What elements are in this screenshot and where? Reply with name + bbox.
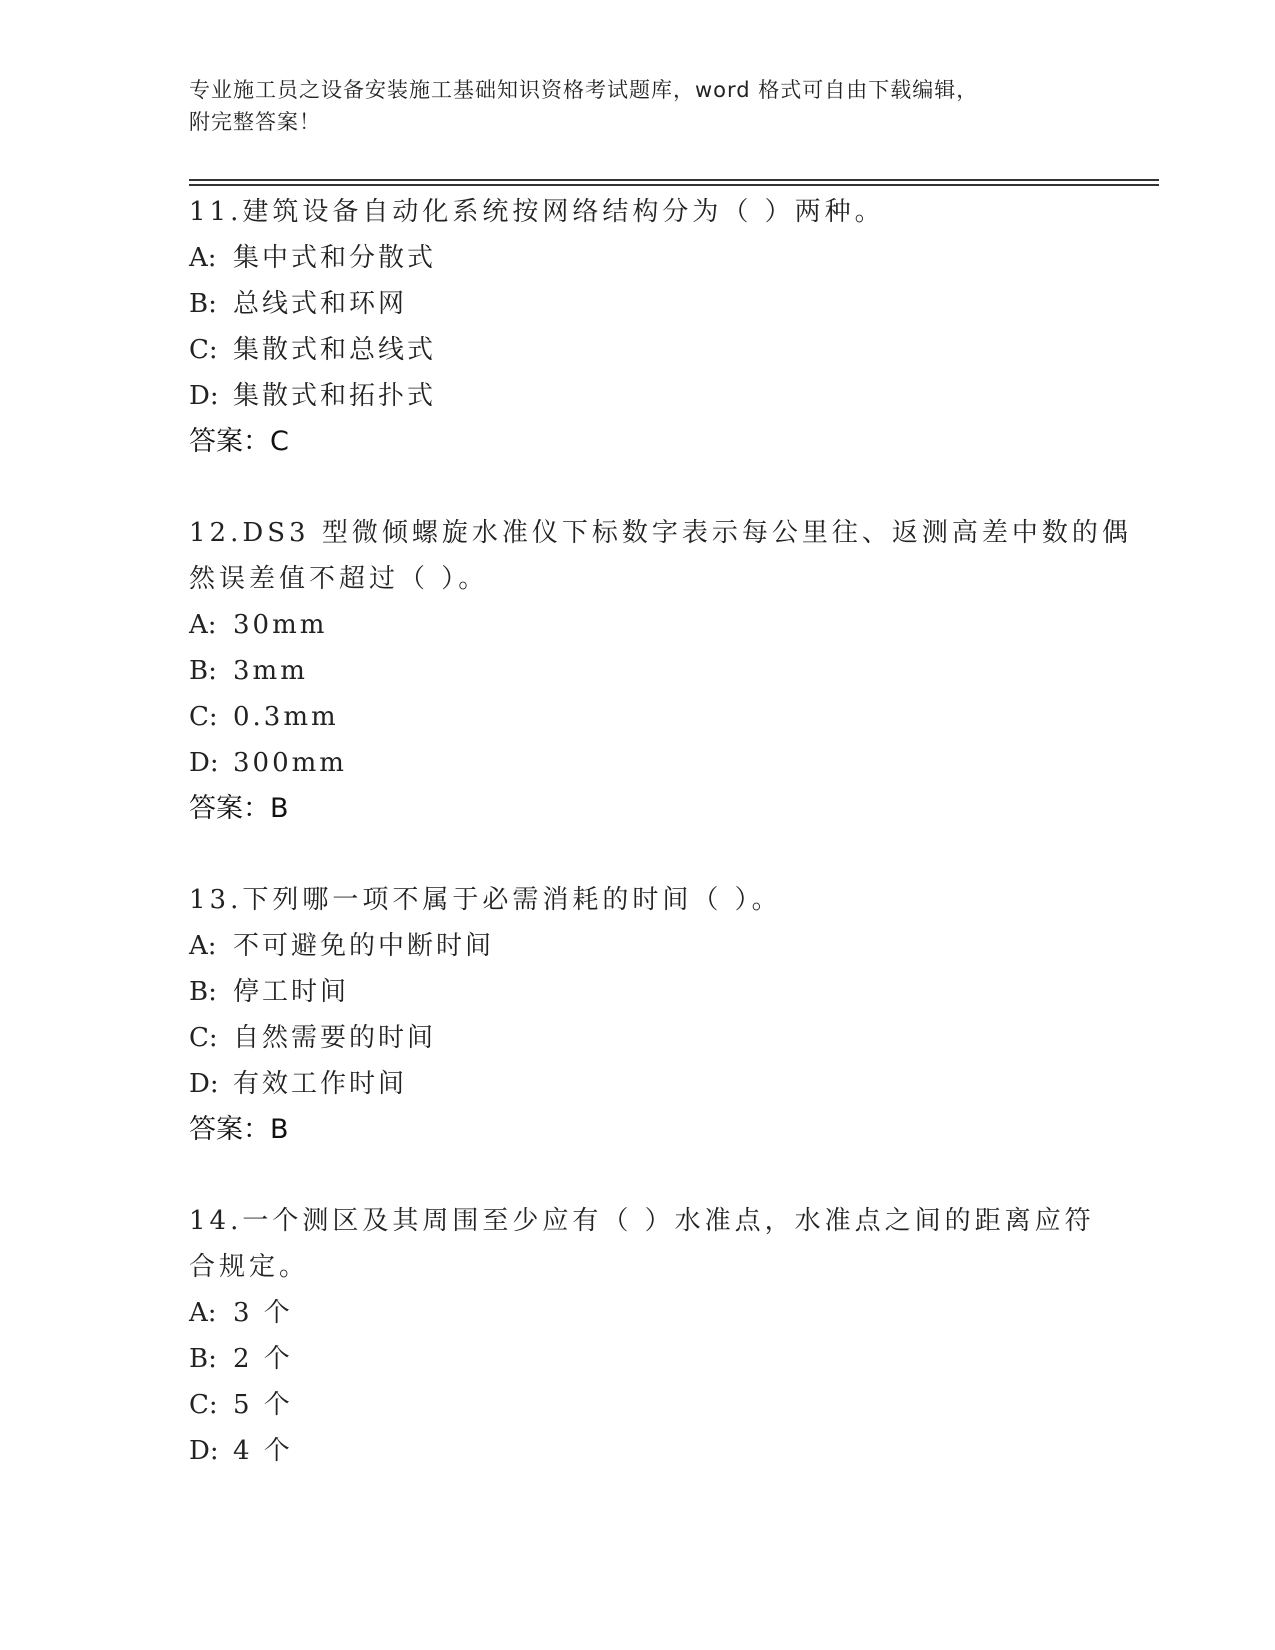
- option-letter: D:: [189, 1436, 219, 1466]
- header-divider-bottom: [189, 184, 1159, 186]
- option-text: 集中式和分散式: [233, 243, 437, 273]
- answer-label: 答案：B: [189, 793, 289, 824]
- option-a: [189, 1290, 1089, 1336]
- option-text: 30mm: [233, 610, 328, 640]
- option-text: 3 个: [233, 1298, 293, 1328]
- option-text: 集散式和总线式: [233, 335, 437, 365]
- option-c: [189, 327, 1089, 373]
- header-line-1: 专业施工员之设备安装施工基础知识资格考试题库，word 格式可自由下载编辑，: [189, 78, 979, 102]
- answer-label: 答案：B: [189, 1114, 289, 1145]
- question-stem: 14.一个测区及其周围至少应有（ ）水准点，水准点之间的距离应符: [189, 1206, 1095, 1236]
- option-a: [189, 923, 1089, 969]
- option-letter: B:: [189, 656, 217, 686]
- option-text: 5 个: [233, 1390, 293, 1420]
- option-d: [189, 373, 1089, 419]
- option-d: [189, 740, 1089, 786]
- option-letter: B:: [189, 1344, 217, 1374]
- option-c: [189, 694, 1089, 740]
- option-text: 有效工作时间: [233, 1069, 408, 1099]
- option-letter: C:: [189, 1390, 218, 1420]
- question-stem: 13.下列哪一项不属于必需消耗的时间（ ）。: [189, 885, 782, 915]
- option-letter: C:: [189, 702, 218, 732]
- question-11: [189, 189, 1089, 465]
- question-stem-continued: 合规定。: [189, 1252, 310, 1282]
- option-text: 2 个: [233, 1344, 293, 1374]
- option-a: [189, 602, 1089, 648]
- option-letter: C:: [189, 335, 218, 365]
- option-letter: B:: [189, 289, 217, 319]
- option-letter: D:: [189, 1069, 219, 1099]
- option-d: [189, 1061, 1089, 1107]
- option-d: [189, 1428, 1089, 1474]
- option-letter: B:: [189, 977, 217, 1007]
- option-letter: A:: [189, 1298, 217, 1328]
- option-c: [189, 1382, 1089, 1428]
- question-stem: 12.DS3 型微倾螺旋水准仪下标数字表示每公里往、返测高差中数的偶: [189, 518, 1132, 548]
- option-letter: A:: [189, 243, 217, 273]
- header-divider-top: [189, 179, 1159, 181]
- option-text: 停工时间: [233, 977, 350, 1007]
- question-stem-continued: 然误差值不超过（ ）。: [189, 564, 489, 594]
- option-text: 300mm: [233, 748, 347, 778]
- document-header: [189, 74, 1069, 138]
- question-stem: 11.建筑设备自动化系统按网络结构分为（ ）两种。: [189, 197, 885, 227]
- question-14: [189, 1198, 1095, 1474]
- option-b: [189, 281, 1089, 327]
- header-line-2: 附完整答案！: [189, 110, 321, 134]
- option-letter: A:: [189, 931, 217, 961]
- option-letter: C:: [189, 1023, 218, 1053]
- question-13: [189, 877, 1089, 1153]
- option-text: 自然需要的时间: [233, 1023, 437, 1053]
- option-text: 3mm: [233, 656, 308, 686]
- option-b: [189, 969, 1089, 1015]
- question-12: [189, 510, 1132, 832]
- option-letter: D:: [189, 381, 219, 411]
- option-b: [189, 1336, 1089, 1382]
- option-text: 集散式和拓扑式: [233, 381, 437, 411]
- option-text: 不可避免的中断时间: [233, 931, 495, 961]
- option-c: [189, 1015, 1089, 1061]
- option-letter: D:: [189, 748, 219, 778]
- answer-label: 答案：C: [189, 426, 289, 457]
- option-a: [189, 235, 1089, 281]
- option-text: 总线式和环网: [233, 289, 408, 319]
- option-text: 4 个: [233, 1436, 293, 1466]
- option-text: 0.3mm: [233, 702, 339, 732]
- option-letter: A:: [189, 610, 217, 640]
- option-b: [189, 648, 1089, 694]
